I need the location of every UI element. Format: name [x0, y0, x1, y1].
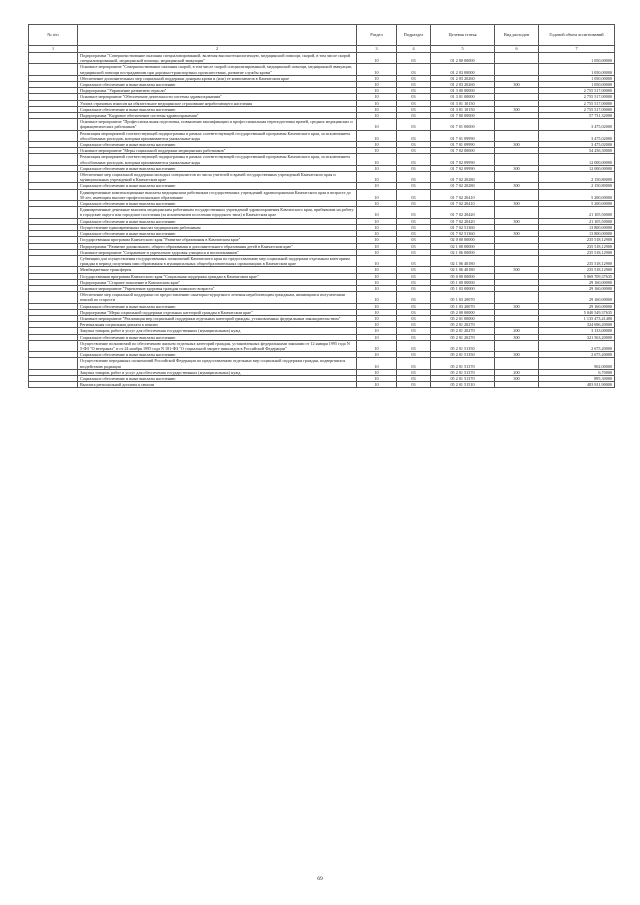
column-number: 3 — [357, 46, 397, 53]
cell-name: Социальное обеспечение и иные выплаты населению — [78, 183, 357, 189]
cell-target: 01 7 02 09990 — [431, 165, 495, 171]
cell-sum: 5 069 709,37635 — [539, 273, 615, 279]
header-target: Целевая статья — [431, 25, 495, 46]
cell-razdel: 10 — [357, 88, 397, 94]
cell-podrazdel: 03 — [397, 189, 431, 200]
cell-podrazdel: 03 — [397, 340, 431, 351]
cell-razdel: 10 — [357, 303, 397, 309]
cell-target: 01 2 00 00000 — [431, 53, 495, 64]
cell-podrazdel: 03 — [397, 322, 431, 328]
cell-target: 01 7 02 20410 — [431, 189, 495, 200]
cell-vid: 300 — [495, 334, 539, 340]
cell-sum: 2 755 517,00000 — [539, 88, 615, 94]
cell-target: 05 2 01 51370 — [431, 369, 495, 375]
cell-podrazdel: 03 — [397, 64, 431, 75]
cell-sum: 5 200,00000 — [539, 189, 615, 200]
cell-podrazdel: 03 — [397, 249, 431, 255]
cell-sum: 324 696,20000 — [539, 322, 615, 328]
cell-podrazdel: 03 — [397, 334, 431, 340]
cell-podrazdel: 03 — [397, 279, 431, 285]
cell-sum: 54 256,30000 — [539, 148, 615, 154]
cell-razdel: 10 — [357, 165, 397, 171]
cell-vid: 300 — [495, 82, 539, 88]
cell-sum: 3 475,02000 — [539, 130, 615, 141]
cell-razdel: 10 — [357, 309, 397, 315]
table-row — [29, 358, 615, 369]
cell-podrazdel: 03 — [397, 328, 431, 334]
cell-podrazdel: 03 — [397, 82, 431, 88]
cell-num — [29, 130, 78, 141]
cell-target: 05 2 01 20270 — [431, 328, 495, 334]
cell-num — [29, 382, 78, 388]
cell-razdel: 10 — [357, 172, 397, 183]
cell-podrazdel: 03 — [397, 358, 431, 369]
cell-vid: 300 — [495, 231, 539, 237]
cell-podrazdel: 03 — [397, 172, 431, 183]
table-row — [29, 292, 615, 303]
header-podrazdel: Подраздел — [397, 25, 431, 46]
cell-sum: 235 518,12900 — [539, 237, 615, 243]
cell-razdel: 10 — [357, 119, 397, 130]
cell-name: Подпрограмма "Развитие дошкольного, общего образования и дополнительного образования детей в Камчатском крае" — [78, 243, 357, 249]
cell-razdel: 10 — [357, 231, 397, 237]
cell-name: Обеспечение мер социальной поддержки молодых специалистов из числа учителей и врачей государственных учреждений Камчатского края и муниципальных учреждений в Камчатском крае — [78, 172, 357, 183]
cell-razdel: 10 — [357, 382, 397, 388]
cell-sum: 21 105,50000 — [539, 207, 615, 218]
cell-sum: 2 755 517,00000 — [539, 106, 615, 112]
cell-num — [29, 64, 78, 75]
cell-sum: 235 518,12900 — [539, 255, 615, 266]
cell-target: 01 3 01 10150 — [431, 100, 495, 106]
cell-name: Обеспечение мер социальной поддержки по предоставлению санаторно-курортного лечения неработающим гражданам, являющимся получателями пенсий по старости — [78, 292, 357, 303]
cell-razdel: 10 — [357, 100, 397, 106]
cell-sum: 2 150,80000 — [539, 183, 615, 189]
cell-podrazdel: 03 — [397, 382, 431, 388]
cell-vid: 300 — [495, 183, 539, 189]
cell-name: Межбюджетные трансферты — [78, 267, 357, 273]
cell-razdel: 10 — [357, 267, 397, 273]
cell-num — [29, 119, 78, 130]
cell-podrazdel: 03 — [397, 88, 431, 94]
cell-target: 01 2 03 20260 — [431, 82, 495, 88]
cell-sum: 13 800,00000 — [539, 224, 615, 230]
cell-podrazdel: 03 — [397, 94, 431, 100]
cell-podrazdel: 03 — [397, 53, 431, 64]
column-number: 7 — [539, 46, 615, 53]
table-row — [29, 64, 615, 75]
cell-target: 05 2 01 00000 — [431, 315, 495, 321]
cell-target: 02 1 06 40180 — [431, 267, 495, 273]
cell-podrazdel: 03 — [397, 113, 431, 119]
header-num: № п/п — [29, 25, 78, 46]
cell-podrazdel: 03 — [397, 267, 431, 273]
cell-podrazdel: 03 — [397, 218, 431, 224]
cell-sum: 1 135 473,41400 — [539, 315, 615, 321]
cell-sum: 1 050,00000 — [539, 82, 615, 88]
cell-sum: 321 563,20000 — [539, 334, 615, 340]
cell-target: 05 2 01 51350 — [431, 340, 495, 351]
cell-sum: 29 160,00000 — [539, 279, 615, 285]
cell-name: Социальное обеспечение и иные выплаты населению — [78, 231, 357, 237]
cell-name: Социальное обеспечение и иные выплаты населению — [78, 165, 357, 171]
cell-target: 01 2 03 00000 — [431, 64, 495, 75]
cell-razdel: 10 — [357, 375, 397, 381]
cell-target: 05 2 01 51510 — [431, 382, 495, 388]
cell-vid: 300 — [495, 201, 539, 207]
cell-name: Осуществление переданных полномочий Российской Федерации по предоставлению отдельных мер социальной поддержки граждан, подвергшихся воздействию радиации — [78, 358, 357, 369]
cell-sum: 57 731,32000 — [539, 113, 615, 119]
cell-name: Уплата страховых взносов на обязательное медицинское страхование неработающего населения — [78, 100, 357, 106]
cell-name: Социальное обеспечение и иные выплаты населению — [78, 303, 357, 309]
cell-razdel: 10 — [357, 334, 397, 340]
cell-podrazdel: 03 — [397, 183, 431, 189]
cell-podrazdel: 03 — [397, 207, 431, 218]
cell-name: Основное мероприятие "Реализация мер социальной поддержки отдельных категорий граждан, установленных федеральным законодательством" — [78, 315, 357, 321]
cell-sum: 235 518,12900 — [539, 243, 615, 249]
cell-razdel: 10 — [357, 279, 397, 285]
cell-vid — [495, 130, 539, 141]
cell-podrazdel: 03 — [397, 243, 431, 249]
cell-podrazdel: 03 — [397, 352, 431, 358]
cell-target: 01 7 01 00000 — [431, 119, 495, 130]
cell-name: Социальное обеспечение и иные выплаты населению — [78, 334, 357, 340]
cell-podrazdel: 03 — [397, 255, 431, 266]
cell-vid: 300 — [495, 142, 539, 148]
cell-razdel: 10 — [357, 352, 397, 358]
cell-vid — [495, 292, 539, 303]
cell-target: 01 7 02 20420 — [431, 207, 495, 218]
cell-sum: 5 200,00000 — [539, 201, 615, 207]
cell-sum: 1 050,00000 — [539, 53, 615, 64]
header-vid: Вид расходов — [495, 25, 539, 46]
cell-sum: 29 160,00000 — [539, 292, 615, 303]
cell-vid — [495, 119, 539, 130]
cell-razdel: 10 — [357, 75, 397, 81]
cell-vid: 200 — [495, 328, 539, 334]
cell-sum: 2 755 517,00000 — [539, 100, 615, 106]
cell-target: 01 7 02 20410 — [431, 201, 495, 207]
cell-num — [29, 207, 78, 218]
cell-name: Подпрограмма "Управление развитием отрасли" — [78, 88, 357, 94]
cell-name: Закупка товаров, работ и услуг для обеспечения государственных (муниципальных) нужд — [78, 369, 357, 375]
cell-name: Социальное обеспечение и иные выплаты населению — [78, 201, 357, 207]
cell-target: 05 1 03 20070 — [431, 292, 495, 303]
cell-name: Осуществление полномочий по обеспечению жильем отдельных категорий граждан, установленных федеральными законами от 12 января 1995 года N 5-ФЗ "О ветеранах" и от 24 ноября 1995 года N 181-ФЗ "О социальной защите инвалидов в Российской Федерации" — [78, 340, 357, 351]
cell-sum: 483 811,90000 — [539, 382, 615, 388]
cell-razdel: 10 — [357, 292, 397, 303]
cell-num — [29, 172, 78, 183]
cell-podrazdel: 03 — [397, 224, 431, 230]
cell-podrazdel: 03 — [397, 285, 431, 291]
cell-vid: 300 — [495, 303, 539, 309]
cell-vid: 300 — [495, 165, 539, 171]
cell-sum: 895,30000 — [539, 375, 615, 381]
cell-sum: 6,70000 — [539, 369, 615, 375]
cell-razdel: 10 — [357, 189, 397, 200]
cell-podrazdel: 03 — [397, 100, 431, 106]
cell-vid — [495, 64, 539, 75]
cell-razdel: 10 — [357, 154, 397, 165]
cell-sum: 235 518,12900 — [539, 267, 615, 273]
cell-podrazdel: 03 — [397, 292, 431, 303]
table-row — [29, 53, 615, 64]
cell-target: 05 0 00 00000 — [431, 273, 495, 279]
cell-name: Подпрограмма "Кадровое обеспечение системы здравоохранения" — [78, 113, 357, 119]
cell-vid — [495, 172, 539, 183]
cell-target: 01 7 02 09990 — [431, 154, 495, 165]
cell-vid: 300 — [495, 106, 539, 112]
cell-name: Социальное обеспечение и иные выплаты населению — [78, 106, 357, 112]
cell-name: Единовременные денежные выплаты медицинским работникам государственных учреждений здравоохранения Камчатского края, прибывшим на работу в городские округа или городские поселения (за исключением поселения городского типа) в Камчатском крае — [78, 207, 357, 218]
cell-name: Подпрограмма "Совершенствование оказания специализированной, включая высокотехнологичную, медицинской помощи, скорой, в том числе скорой специализированной, медицинской помощи, медицинской эвакуации" — [78, 53, 357, 64]
cell-vid — [495, 207, 539, 218]
cell-podrazdel: 03 — [397, 369, 431, 375]
cell-sum: 5 040 549,37635 — [539, 309, 615, 315]
cell-razdel: 10 — [357, 237, 397, 243]
cell-razdel: 10 — [357, 106, 397, 112]
cell-target: 01 7 02 20280 — [431, 172, 495, 183]
cell-podrazdel: 03 — [397, 375, 431, 381]
table-row — [29, 172, 615, 183]
cell-razdel: 10 — [357, 328, 397, 334]
cell-name: Социальное обеспечение и иные выплаты населению — [78, 82, 357, 88]
table-row — [29, 130, 615, 141]
cell-target: 05 2 01 51350 — [431, 352, 495, 358]
column-number-row — [29, 46, 615, 53]
table-row — [29, 154, 615, 165]
cell-num — [29, 255, 78, 266]
cell-target: 05 1 03 00000 — [431, 285, 495, 291]
cell-vid: 300 — [495, 352, 539, 358]
cell-razdel: 10 — [357, 224, 397, 230]
cell-vid — [495, 189, 539, 200]
table-row — [29, 255, 615, 266]
cell-name: Социальное обеспечение и иные выплаты населению — [78, 352, 357, 358]
cell-target: 01 7 02 51360 — [431, 231, 495, 237]
cell-vid — [495, 53, 539, 64]
cell-sum: 235 518,12900 — [539, 249, 615, 255]
cell-target: 05 2 01 51370 — [431, 358, 495, 369]
budget-table — [28, 24, 615, 388]
cell-name: Подпрограмма "Меры социальной поддержки отдельных категорий граждан в Камчатском крае" — [78, 309, 357, 315]
cell-sum: 29 160,00000 — [539, 285, 615, 291]
cell-name: Региональная социальная доплата к пенсии — [78, 322, 357, 328]
cell-sum: 3 475,02000 — [539, 119, 615, 130]
cell-name: Социальное обеспечение и иные выплаты населению — [78, 218, 357, 224]
cell-target: 01 7 02 51360 — [431, 224, 495, 230]
cell-target: 01 7 01 09990 — [431, 142, 495, 148]
cell-name: Основное мероприятие "Укрепление здоровья граждан пожилого возраста" — [78, 285, 357, 291]
cell-target: 02 1 06 00000 — [431, 249, 495, 255]
cell-razdel: 10 — [357, 64, 397, 75]
cell-podrazdel: 03 — [397, 142, 431, 148]
cell-podrazdel: 03 — [397, 273, 431, 279]
cell-target: 01 7 02 00000 — [431, 148, 495, 154]
cell-podrazdel: 03 — [397, 165, 431, 171]
cell-podrazdel: 03 — [397, 148, 431, 154]
cell-name: Основное мероприятие "Совершенствование оказания скорой, в том числе скорой специализированной, медицинской помощи, медицинской эвакуации, медицинской помощи пострадавшим при дорожно-транспортных происшествиях, развитие службы крови" — [78, 64, 357, 75]
table-row — [29, 189, 615, 200]
cell-name: Социальное обеспечение и иные выплаты населению — [78, 142, 357, 148]
cell-name: Государственная программа Камчатского края "Социальная поддержка граждан в Камчатском крае" — [78, 273, 357, 279]
cell-razdel: 10 — [357, 113, 397, 119]
cell-sum: 13 800,00000 — [539, 231, 615, 237]
cell-num — [29, 154, 78, 165]
cell-podrazdel: 03 — [397, 106, 431, 112]
cell-name: Обеспечение дополнительных мер социальной поддержки донорам крови и (или) ее компонентов в Камчатском крае — [78, 75, 357, 81]
cell-num — [29, 358, 78, 369]
cell-name: Единовременные компенсационные выплаты медицинским работникам государственных учреждений здравоохранения Камчатского края в возрасте до 50 лет, имеющим высшее профессиональное образование — [78, 189, 357, 200]
cell-name: Осуществление единовременных выплат медицинским работникам — [78, 224, 357, 230]
cell-podrazdel: 03 — [397, 75, 431, 81]
cell-target: 05 2 00 00000 — [431, 309, 495, 315]
cell-sum: 902,00000 — [539, 358, 615, 369]
cell-target: 01 3 00 00000 — [431, 88, 495, 94]
cell-sum: 12 000,00000 — [539, 165, 615, 171]
cell-name: Основное мероприятие "Сохранение и укрепление здоровья учащихся и воспитанников" — [78, 249, 357, 255]
cell-razdel: 10 — [357, 148, 397, 154]
cell-vid — [495, 255, 539, 266]
cell-vid — [495, 154, 539, 165]
cell-razdel: 10 — [357, 207, 397, 218]
cell-razdel: 10 — [357, 183, 397, 189]
cell-sum: 29 160,00000 — [539, 303, 615, 309]
cell-razdel: 10 — [357, 369, 397, 375]
cell-sum: 1 050,00000 — [539, 75, 615, 81]
cell-razdel: 10 — [357, 53, 397, 64]
cell-name: Реализация мероприятий соответствующей подпрограммы в рамках соответствующей государственной программы Камчатского края, за исключением обособленных расходов, которым присваиваются уникальные коды — [78, 130, 357, 141]
cell-razdel: 10 — [357, 322, 397, 328]
cell-razdel: 10 — [357, 340, 397, 351]
cell-target: 01 7 01 09990 — [431, 130, 495, 141]
cell-vid: 300 — [495, 375, 539, 381]
cell-name: Социальное обеспечение и иные выплаты населению — [78, 375, 357, 381]
budget-sheet — [28, 24, 614, 388]
cell-razdel: 10 — [357, 218, 397, 224]
column-number: 1 — [29, 46, 78, 53]
cell-num — [29, 189, 78, 200]
cell-razdel: 10 — [357, 255, 397, 266]
cell-razdel: 10 — [357, 249, 397, 255]
column-number: 4 — [397, 46, 431, 53]
cell-sum: 3 133,00000 — [539, 328, 615, 334]
cell-name: Реализация мероприятий соответствующей подпрограммы в рамках соответствующей государственной программы Камчатского края, за исключением обособленных расходов, которым присваиваются уникальные коды — [78, 154, 357, 165]
cell-name: Государственная программа Камчатского края "Развитие образования в Камчатском крае" — [78, 237, 357, 243]
cell-razdel: 10 — [357, 130, 397, 141]
cell-razdel: 10 — [357, 273, 397, 279]
cell-target: 01 3 01 10150 — [431, 106, 495, 112]
table-row — [29, 382, 615, 388]
cell-name: Подпрограмма "Старшее поколение в Камчатском крае" — [78, 279, 357, 285]
cell-vid: 500 — [495, 267, 539, 273]
cell-target: 05 2 01 20270 — [431, 322, 495, 328]
cell-sum: 2 675,20000 — [539, 340, 615, 351]
table-row — [29, 340, 615, 351]
cell-podrazdel: 03 — [397, 119, 431, 130]
header-razdel: Раздел — [357, 25, 397, 46]
cell-podrazdel: 03 — [397, 303, 431, 309]
cell-target: 01 2 03 20260 — [431, 75, 495, 81]
cell-vid — [495, 340, 539, 351]
cell-sum: 12 000,00000 — [539, 154, 615, 165]
cell-target: 05 1 00 00000 — [431, 279, 495, 285]
cell-vid: 200 — [495, 369, 539, 375]
cell-num — [29, 292, 78, 303]
cell-sum: 21 105,50000 — [539, 218, 615, 224]
page-number: 69 — [317, 876, 323, 882]
cell-target: 02 1 00 00000 — [431, 243, 495, 249]
cell-name: Основное мероприятие "Профессиональная подготовка, повышение квалификации и профессиональная переподготовка врачей, средних медицинских и фармацевтических работников" — [78, 119, 357, 130]
cell-target: 05 2 01 51370 — [431, 375, 495, 381]
cell-razdel: 10 — [357, 94, 397, 100]
cell-razdel: 10 — [357, 82, 397, 88]
cell-name: Основное мероприятие "Меры социальной поддержки медицинских работников" — [78, 148, 357, 154]
header-sum: Годовой объем ассигнований — [539, 25, 615, 46]
cell-sum: 2 755 517,00000 — [539, 94, 615, 100]
cell-target: 01 3 01 00000 — [431, 94, 495, 100]
cell-podrazdel: 03 — [397, 315, 431, 321]
cell-razdel: 10 — [357, 142, 397, 148]
cell-razdel: 10 — [357, 243, 397, 249]
header-name — [78, 25, 357, 46]
cell-vid: 300 — [495, 218, 539, 224]
cell-target: 02 0 00 00000 — [431, 237, 495, 243]
cell-target: 01 7 02 20420 — [431, 218, 495, 224]
cell-vid — [495, 358, 539, 369]
cell-podrazdel: 03 — [397, 231, 431, 237]
cell-name: Основное мероприятие "Обеспечение деятельности системы здравоохранения" — [78, 94, 357, 100]
cell-num — [29, 53, 78, 64]
cell-razdel: 10 — [357, 358, 397, 369]
cell-num — [29, 340, 78, 351]
cell-podrazdel: 03 — [397, 309, 431, 315]
cell-target: 01 7 00 00000 — [431, 113, 495, 119]
column-number: 2 — [78, 46, 357, 53]
cell-sum: 1 050,00000 — [539, 64, 615, 75]
cell-vid — [495, 382, 539, 388]
column-number: 6 — [495, 46, 539, 53]
cell-target: 02 1 06 40180 — [431, 255, 495, 266]
table-body — [29, 53, 615, 388]
cell-razdel: 10 — [357, 201, 397, 207]
cell-podrazdel: 03 — [397, 154, 431, 165]
cell-sum: 2 150,80000 — [539, 172, 615, 183]
cell-sum: 2 675,20000 — [539, 352, 615, 358]
cell-target: 05 2 01 20270 — [431, 334, 495, 340]
cell-sum: 3 475,02000 — [539, 142, 615, 148]
cell-target: 05 1 03 20070 — [431, 303, 495, 309]
cell-name: Закупка товаров, работ и услуг для обеспечения государственных (муниципальных) нужд — [78, 328, 357, 334]
cell-razdel: 10 — [357, 285, 397, 291]
table-row — [29, 119, 615, 130]
cell-podrazdel: 03 — [397, 130, 431, 141]
cell-name: Субвенции для осуществления государственных полномочий Камчатского края по предоставлению мер социальной поддержки отдельным категориям граждан в период получения ими образования в муниципальных общеобразовательных организациях в Камчатском крае — [78, 255, 357, 266]
column-number: 5 — [431, 46, 495, 53]
cell-razdel: 10 — [357, 315, 397, 321]
cell-podrazdel: 03 — [397, 237, 431, 243]
cell-target: 01 7 02 20280 — [431, 183, 495, 189]
header-row — [29, 25, 615, 46]
cell-name: Выплата региональной доплаты к пенсии — [78, 382, 357, 388]
cell-podrazdel: 03 — [397, 201, 431, 207]
table-row — [29, 207, 615, 218]
